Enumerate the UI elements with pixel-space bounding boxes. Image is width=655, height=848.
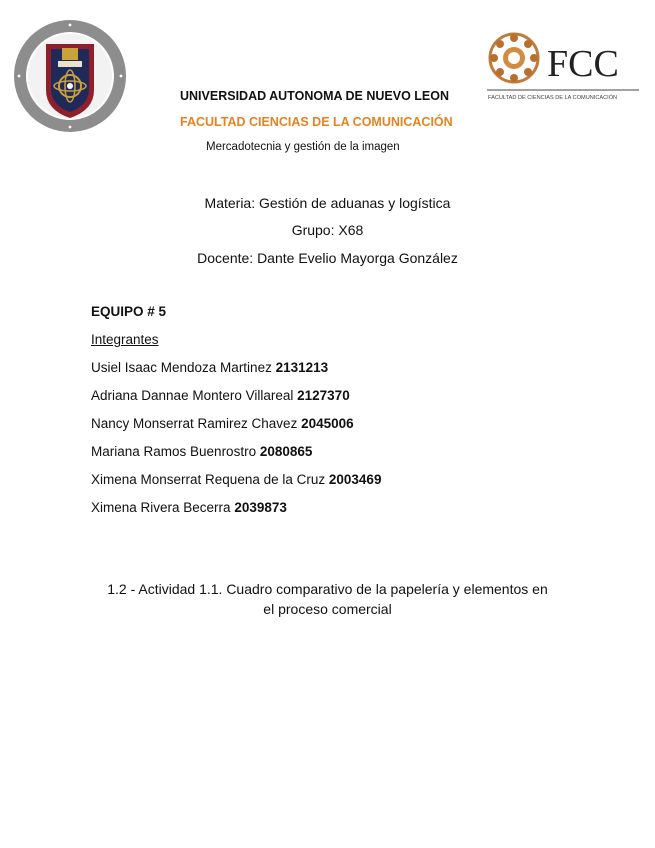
team-title: EQUIPO # 5 — [91, 304, 167, 319]
member-item — [91, 500, 287, 515]
member-name: Usiel Isaac Mendoza Martinez — [91, 360, 272, 375]
fcc-logo — [487, 24, 639, 104]
career-name: Mercadotecnia y gestión de la imagen — [206, 141, 400, 153]
member-item — [91, 388, 350, 403]
uanl-seal-logo — [12, 18, 128, 134]
member-name: Mariana Ramos Buenrostro — [91, 444, 257, 459]
member-id: 2003469 — [328, 472, 382, 487]
activity-line-1: 1.2 - Actividad 1.1. Cuadro comparativo de la papelería y elementos en — [107, 581, 548, 597]
group-line: Grupo: X68 — [291, 222, 364, 238]
faculty-name: FACULTAD CIENCIAS DE LA COMUNICACIÓN — [180, 115, 453, 129]
subject-line: Materia: Gestión de aduanas y logística — [204, 195, 451, 211]
member-name: Ximena Rivera Becerra — [91, 500, 231, 515]
member-item — [91, 360, 328, 375]
member-id: 2131213 — [275, 360, 329, 375]
member-item — [91, 444, 312, 459]
member-id: 2045006 — [301, 416, 354, 431]
member-id: 2127370 — [297, 388, 350, 403]
member-name: Adriana Dannae Montero Villareal — [91, 388, 294, 403]
members-label: Integrantes — [91, 332, 159, 347]
member-item — [91, 416, 354, 431]
member-item — [91, 472, 381, 487]
member-id: 2080865 — [259, 444, 313, 459]
activity-line-2: el proceso comercial — [263, 601, 392, 617]
university-name: UNIVERSIDAD AUTONOMA DE NUEVO LEON — [180, 89, 450, 103]
member-id: 2039873 — [234, 500, 287, 515]
activity-title — [0, 579, 655, 619]
member-name: Nancy Monserrat Ramirez Chavez — [91, 416, 298, 431]
member-name: Ximena Monserrat Requena de la Cruz — [91, 472, 326, 487]
svg-text:FCC: FCC — [547, 43, 619, 85]
teacher-line: Docente: Dante Evelio Mayorga González — [197, 250, 458, 266]
svg-text:FACULTAD DE CIENCIAS DE LA COM: FACULTAD DE CIENCIAS DE LA COMUNICACIÓN — [488, 95, 618, 101]
